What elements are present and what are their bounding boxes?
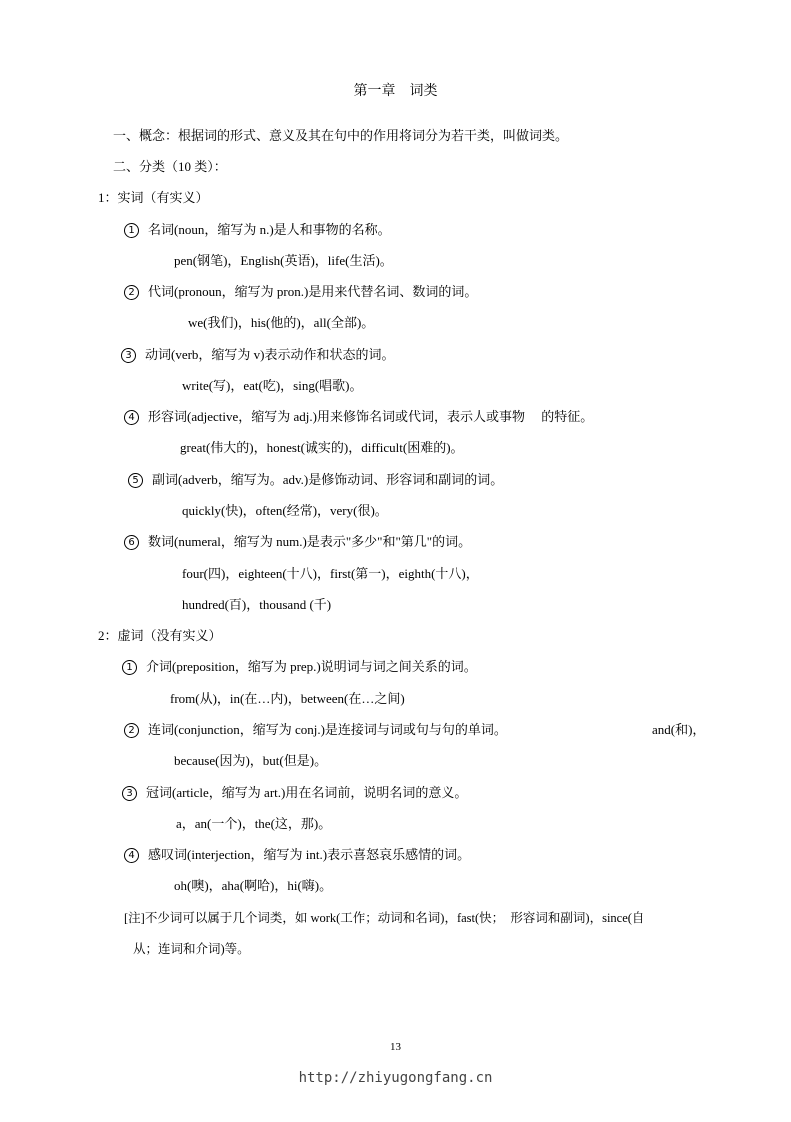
chapter-title: 第一章 词类: [353, 84, 438, 99]
page-number: 13: [390, 1041, 401, 1053]
definition: 动词(verb，缩写为 v)表示动作和状态的词。: [145, 347, 395, 362]
watermark-url: http://zhiyugongfang.cn: [298, 1070, 493, 1086]
example-line: great(伟大的)，honest(诚实的)，difficult(困难的)。: [180, 440, 464, 455]
circled-number: 4: [124, 410, 139, 425]
definition: 代词(pronoun，缩写为 pron.)是用来代替名词、数词的词。: [148, 284, 478, 299]
circled-number: 2: [124, 723, 139, 738]
list-item-preposition: [122, 659, 477, 675]
definition: 形容词(adjective，缩写为 adj.)用来修饰名词或代词，表示人或事物 的特征。: [148, 409, 594, 424]
definition: 冠词(article，缩写为 art.)用在名词前，说明名词的意义。: [146, 785, 468, 800]
example-line: from(从)，in(在…内)，between(在…之间): [170, 691, 405, 706]
definition: 名词(noun，缩写为 n.)是人和事物的名称。: [148, 222, 391, 237]
definition: 连词(conjunction，缩写为 conj.)是连接词与词或句与句的单词。: [148, 722, 507, 737]
example-line: oh(噢)，aha(啊哈)，hi(嗨)。: [174, 878, 333, 893]
group1-heading: 1：实词（有实义）: [98, 190, 209, 205]
definition: 数词(numeral，缩写为 num.)是表示"多少"和"第几"的词。: [148, 534, 472, 549]
group2-heading: 2：虚词（没有实义）: [98, 628, 222, 643]
list-item-conjunction: [124, 722, 507, 738]
example-line: hundred(百)，thousand (千): [182, 597, 332, 612]
circled-number: 2: [124, 285, 139, 300]
classification-line: 二、分类（10 类）：: [113, 159, 227, 174]
list-item-adjective: [124, 409, 593, 425]
example-line: four(四)，eighteen(十八)，first(第一)，eighth(十八)，: [182, 566, 479, 581]
trailing-example: and(和)，: [652, 722, 706, 737]
circled-number: 3: [122, 786, 137, 801]
circled-number: 6: [124, 535, 139, 550]
example-line: write(写)，eat(吃)，sing(唱歌)。: [182, 378, 363, 393]
example-line: because(因为)，but(但是)。: [174, 753, 328, 768]
definition: 感叹词(interjection，缩写为 int.)表示喜怒哀乐感情的词。: [148, 847, 471, 862]
circled-number: 1: [124, 223, 139, 238]
circled-number: 3: [121, 348, 136, 363]
circled-number: 1: [122, 660, 137, 675]
definition: 介词(preposition，缩写为 prep.)说明词与词之间关系的词。: [146, 659, 477, 674]
circled-number: 5: [128, 473, 143, 488]
list-item-adverb: [128, 472, 503, 488]
example-line: a，an(一个)，the(这，那)。: [176, 816, 332, 831]
list-item-pronoun: [124, 284, 477, 300]
circled-number: 4: [124, 848, 139, 863]
example-line: quickly(快)，often(经常)，very(很)。: [182, 503, 388, 518]
concept-line: 一、概念：根据词的形式、意义及其在句中的作用将词分为若干类，叫做词类。: [113, 128, 569, 143]
definition: 副词(adverb，缩写为。adv.)是修饰动词、形容词和副词的词。: [152, 472, 504, 487]
list-item-noun: [124, 222, 391, 238]
note-line-2: 从；连词和介词)等。: [133, 942, 250, 956]
list-item-verb: [121, 347, 395, 363]
example-line: we(我们)，his(他的)，all(全部)。: [188, 315, 375, 330]
example-line: pen(钢笔)，English(英语)，life(生活)。: [174, 253, 393, 268]
list-item-article: [122, 785, 467, 801]
note-line-1: [注]不少词可以属于几个词类，如 work(工作；动词和名词)，fast(快； 形容词和副词)，since(自: [124, 911, 645, 925]
list-item-interjection: [124, 847, 470, 863]
list-item-numeral: [124, 534, 471, 550]
